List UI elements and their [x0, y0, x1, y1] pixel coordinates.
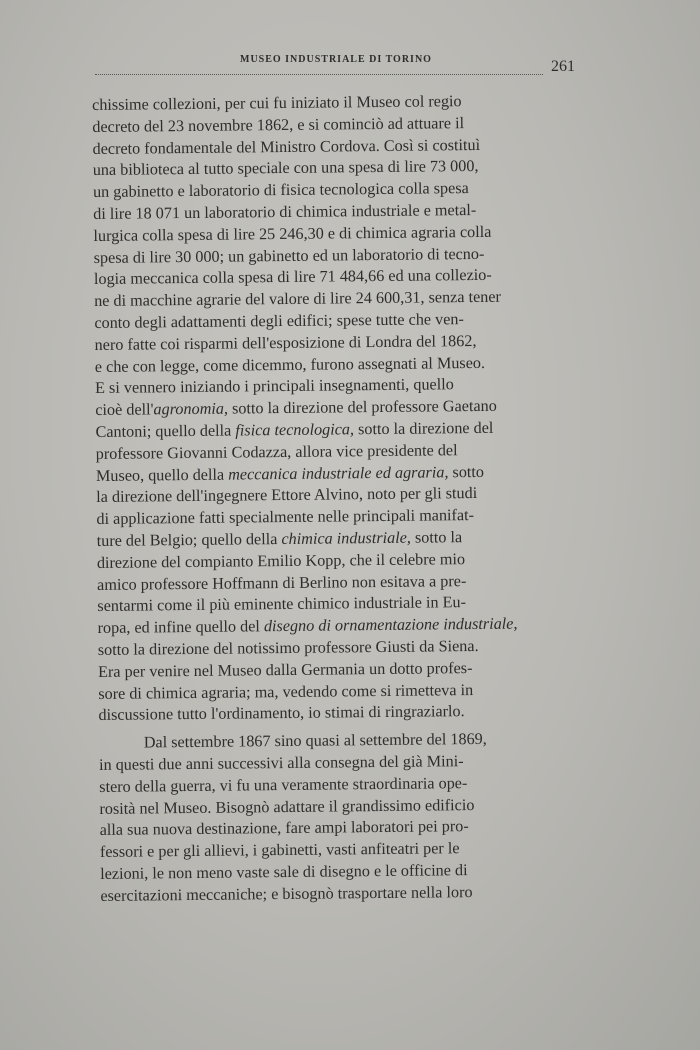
italic-term: agronomia,	[153, 399, 229, 419]
text-line: rosità nel Museo. Bisognò adattare il grandissimo edificio	[99, 795, 475, 818]
text-line: fessori e per gli allievi, i gabinetti, vasti anfiteatri per le	[99, 839, 460, 862]
page-header	[95, 52, 575, 82]
text-line: Dal settembre 1867 sino quasi al settembre del 1869,	[143, 730, 487, 752]
text-segment: sotto	[448, 462, 485, 481]
text-line: nero fatte coi risparmi dell'esposizione di Londra del 1862,	[94, 331, 477, 354]
text-line: amico professore Hoffmann di Berlino non esitava a pre-	[97, 571, 467, 594]
text-line: E si vennero iniziando i principali insegnamenti, quello	[94, 375, 454, 398]
text-line: professore Giovanni Codazza, allora vice presidente del	[95, 440, 458, 463]
text-line: esercitazioni meccaniche; e bisognò trasportare nella loro	[100, 882, 473, 905]
text-segment: ropa, ed infine quello del	[97, 617, 264, 638]
body-text	[92, 90, 588, 908]
text-line: direzione del compianto Emilio Kopp, che il celebre mio	[96, 549, 466, 572]
text-segment: ture del Belgio; quello della	[96, 529, 282, 550]
italic-term: disegno di ornamentazione industriale,	[263, 614, 518, 636]
text-line: sotto la direzione del notissimo professore Giusti da Siena.	[97, 636, 479, 659]
text-line: di lire 18 071 un laboratorio di chimica industriale e metal-	[93, 200, 477, 223]
text-line: lezioni, le non meno vaste sale di disegno e le officine di	[100, 861, 468, 883]
text-segment: sotto la	[410, 528, 463, 547]
text-segment: cioè dell'	[95, 400, 154, 420]
text-line: logia meccanica colla spesa di lire 71 484,66 ed una collezio-	[93, 266, 492, 289]
text-line: sore di chimica agraria; ma, vedendo come si rimetteva in	[98, 680, 474, 703]
text-line: un gabinetto e laboratorio di fisica tecnologica colla spesa	[92, 179, 469, 202]
text-line: decreto del 23 novembre 1862, e si cominciò ad attuare il	[92, 113, 465, 136]
text-segment: sotto la direzione del professore Gaetano	[227, 396, 497, 418]
text-segment: sotto la direzione del	[353, 418, 494, 439]
running-title: MUSEO INDUSTRIALE DI TORINO	[240, 54, 432, 65]
text-line: di applicazione fatti specialmente nelle principali manifat-	[96, 506, 475, 529]
italic-term: fisica tecnologica,	[235, 420, 355, 440]
italic-term: meccanica industriale ed agraria,	[228, 462, 449, 484]
text-line: lurgica colla spesa di lire 25 246,30 e di chimica agraria colla	[93, 222, 492, 245]
text-line: stero della guerra, vi fu una veramente straordinaria ope-	[99, 773, 468, 796]
header-rule	[95, 74, 543, 75]
page-number: 261	[551, 58, 575, 75]
text-line: conto degli adattamenti degli edifici; spese tutte che ven-	[94, 310, 464, 332]
italic-term: chimica industriale,	[281, 528, 411, 548]
text-segment: Cantoni; quello della	[95, 421, 236, 441]
text-line: decreto fondamentale del Ministro Cordova. Così si costituì	[92, 135, 481, 158]
text-line: chissime collezioni, per cui fu iniziato il Museo col regio	[92, 92, 462, 114]
text-line: una biblioteca al tutto speciale con una spesa di lire 73 000,	[92, 157, 479, 180]
text-line: spesa di lire 30 000; un gabinetto ed un laboratorio di tecno-	[93, 244, 485, 267]
text-line: e che con legge, come dicemmo, furono assegnati al Museo.	[94, 353, 486, 376]
text-line: sentarmi come il più eminente chimico industriale in Eu-	[97, 593, 467, 616]
text-line: la direzione dell'ingegnere Ettore Alvino, noto per gli studi	[96, 484, 478, 507]
text-segment: Museo, quello della	[95, 465, 229, 485]
text-line: Era per venire nel Museo dalla Germania un dotto profes-	[97, 658, 473, 681]
text-line: in questi due anni successivi alla consegna del già Mini-	[98, 752, 464, 774]
text-line: alla sua nuova destinazione, fare ampi laboratori pei pro-	[99, 817, 469, 840]
text-line: discussione tutto l'ordinamento, io stimai di ringraziarlo.	[98, 702, 465, 725]
text-line: ne di macchine agrarie del valore di lire 24 600,31, senza tener	[94, 287, 501, 311]
